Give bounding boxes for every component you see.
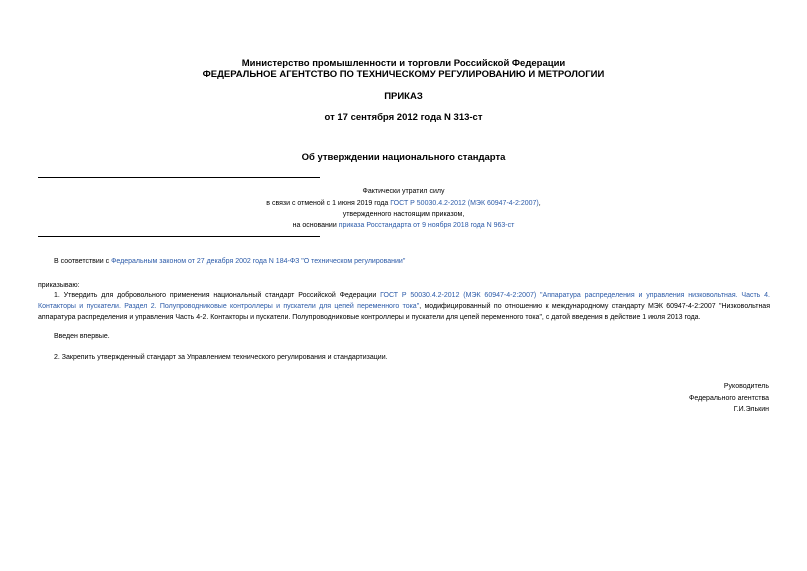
- legal-basis-paragraph: [54, 256, 405, 267]
- decree-word: приказываю:: [38, 282, 80, 289]
- status-note-bottom-rule: [38, 236, 320, 237]
- signature-title-1: Руководитель: [723, 383, 769, 390]
- item-1-paragraph: [38, 290, 770, 323]
- document-date-number: от 17 сентября 2012 года N 313-ст: [324, 112, 483, 123]
- signature-name: Г.И.Элькин: [733, 406, 769, 413]
- federal-law-link[interactable]: Федеральным законом от 27 декабря 2002 года N 184-ФЗ "О техническом регулировании": [111, 258, 406, 265]
- rosstandart-order-link[interactable]: приказа Росстандарта от 9 ноября 2018 года N 963-ст: [338, 222, 515, 229]
- introduced-first-note: Введен впервые.: [54, 333, 110, 340]
- status-note-basis-text: на основании: [292, 222, 339, 229]
- legal-basis-prefix: В соответствии с: [54, 258, 112, 265]
- status-note-comma: ,: [538, 200, 541, 207]
- document-subject: Об утверждении национального стандарта: [301, 152, 506, 163]
- signature-title-2: Федерального агентства: [689, 395, 769, 402]
- status-note-top-rule: [38, 177, 320, 178]
- agency-name: ФЕДЕРАЛЬНОЕ АГЕНТСТВО ПО ТЕХНИЧЕСКОМУ РЕГУЛИРОВАНИЮ И МЕТРОЛОГИИ: [202, 69, 605, 80]
- item-2-paragraph: 2. Закрепить утвержденный стандарт за Управлением технического регулирования и стандартизации.: [54, 354, 388, 361]
- item-1-suffix: , модифицированный по отношению к международному стандарту МЭК 60947-4-2:2007 "Низковольтная аппаратура распределения и управления Часть 4-2. Контакторы и пускатели. Полупроводниковые контроллеры и пускатели для цепей переменного тока", с датой введения в действие 1 июля 2013 года.: [38, 303, 770, 321]
- status-note-cancel-text: в связи с отменой с 1 июня 2019 года: [266, 200, 391, 207]
- item-1-prefix: 1. Утвердить для добровольного применения национальный стандарт Российской Федерации: [54, 292, 381, 299]
- gost-standard-link[interactable]: ГОСТ Р 50030.4.2-2012 (МЭК 60947-4-2:2007): [390, 200, 539, 207]
- gost-standard-title-link[interactable]: ГОСТ Р 50030.4.2-2012 (МЭК 60947-4-2:2007) "Аппаратура распределения и управления низковольтная. Часть 4. Контакторы и пускатели. Раздел 2. Полупроводниковые контроллеры и пускатели для цепей переменного тока": [38, 292, 770, 310]
- status-note-line-1: Фактически утратил силу: [362, 188, 445, 195]
- status-note-line-2: [0, 198, 807, 209]
- ministry-name: Министерство промышленности и торговли Российской Федерации: [241, 58, 566, 69]
- status-note-line-4: [0, 220, 807, 231]
- status-note-line-3: утвержденного настоящим приказом,: [342, 211, 465, 218]
- document-type: ПРИКАЗ: [384, 91, 423, 102]
